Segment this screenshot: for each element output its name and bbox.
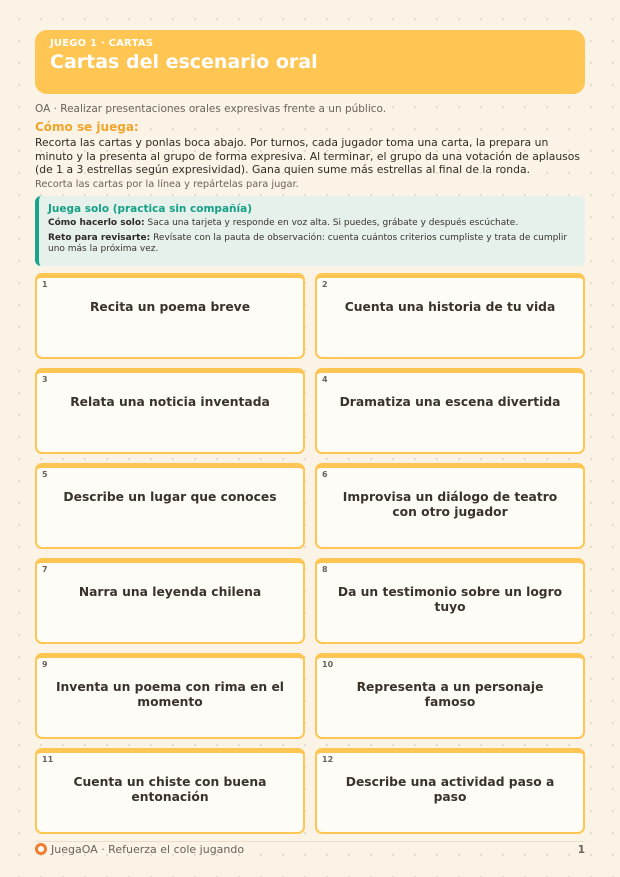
how-to-title: Cómo se juega:: [35, 120, 139, 134]
solo-title: Juega solo (practica sin compañía): [48, 203, 252, 215]
card: [315, 463, 585, 549]
footer-brand: JuegaOA · Refuerza el cole jugando: [51, 843, 245, 856]
solo-how-text: Saca una tarjeta y responde en voz alta. Si puedes, grábate y después escúchate.: [147, 218, 519, 228]
card-number: 4: [322, 375, 328, 384]
card-number: 7: [42, 565, 48, 574]
card-number: 8: [322, 565, 328, 574]
card: [315, 653, 585, 739]
how-to-text: Recorta las cartas y ponlas boca abajo. Por turnos, cada jugador toma una carta, la prepara un minuto y la presenta al grupo de forma expresiva. Al terminar, el grupo da una votación de aplausos (de 1 a 3 estrellas según expresividad). Gana quien sume más estrellas al final de la ronda.: [35, 136, 581, 176]
solo-review-text: Revísate con la pauta de observación: cuenta cuántos criterios cumpliste y trata de cumplir uno más la próxima vez.: [48, 232, 568, 254]
card-text: Cuenta una historia de tu vida: [344, 300, 556, 314]
card-number: 1: [42, 280, 48, 289]
card-number: 9: [42, 660, 48, 669]
learning-objective: OA · Realizar presentaciones orales expresivas frente a un público.: [35, 103, 387, 115]
solo-review-line: [48, 233, 575, 256]
solo-play-box: [35, 196, 585, 266]
card-number: 3: [42, 375, 48, 384]
solo-how-label: Cómo hacerlo solo:: [48, 218, 145, 228]
card-number: 5: [42, 470, 48, 479]
solo-how-line: [48, 218, 575, 230]
card: [35, 273, 305, 359]
card-text: Cuenta un chiste con buena entonación: [73, 775, 267, 804]
card: [35, 463, 305, 549]
card: [315, 748, 585, 834]
footer-divider: [35, 841, 585, 842]
page-header: [35, 30, 585, 94]
card: [315, 273, 585, 359]
page-title: Cartas del escenario oral: [50, 51, 318, 73]
card-number: 11: [42, 755, 54, 764]
card: [315, 558, 585, 644]
card-text: Da un testimonio sobre un logro tuyo: [337, 585, 563, 614]
cut-note: Recorta las cartas por la línea y repártelas para jugar.: [35, 179, 299, 190]
page-number: 1: [577, 844, 585, 856]
card-text: Relata una noticia inventada: [70, 395, 270, 409]
card-number: 6: [322, 470, 328, 479]
card: [315, 368, 585, 454]
card-text: Representa a un personaje famoso: [356, 680, 544, 709]
card: [35, 558, 305, 644]
card-number: 2: [322, 280, 328, 289]
card-text: Inventa un poema con rima en el momento: [55, 680, 285, 709]
card: [35, 748, 305, 834]
solo-review-label: Reto para revisarte:: [48, 232, 151, 243]
game-kicker: JUEGO 1 · CARTAS: [50, 38, 154, 49]
card-number: 12: [322, 755, 334, 764]
card-text: Recita un poema breve: [89, 300, 251, 314]
card-number: 10: [322, 660, 334, 669]
card-text: Improvisa un diálogo de teatro con otro jugador: [342, 490, 558, 519]
card-text: Describe un lugar que conoces: [63, 490, 277, 504]
card: [35, 653, 305, 739]
card-text: Narra una leyenda chilena: [78, 585, 262, 599]
card-text: Describe una actividad paso a paso: [345, 775, 555, 804]
card-text: Dramatiza una escena divertida: [339, 395, 561, 409]
card: [35, 368, 305, 454]
juegaoa-logo-icon: [35, 843, 47, 855]
